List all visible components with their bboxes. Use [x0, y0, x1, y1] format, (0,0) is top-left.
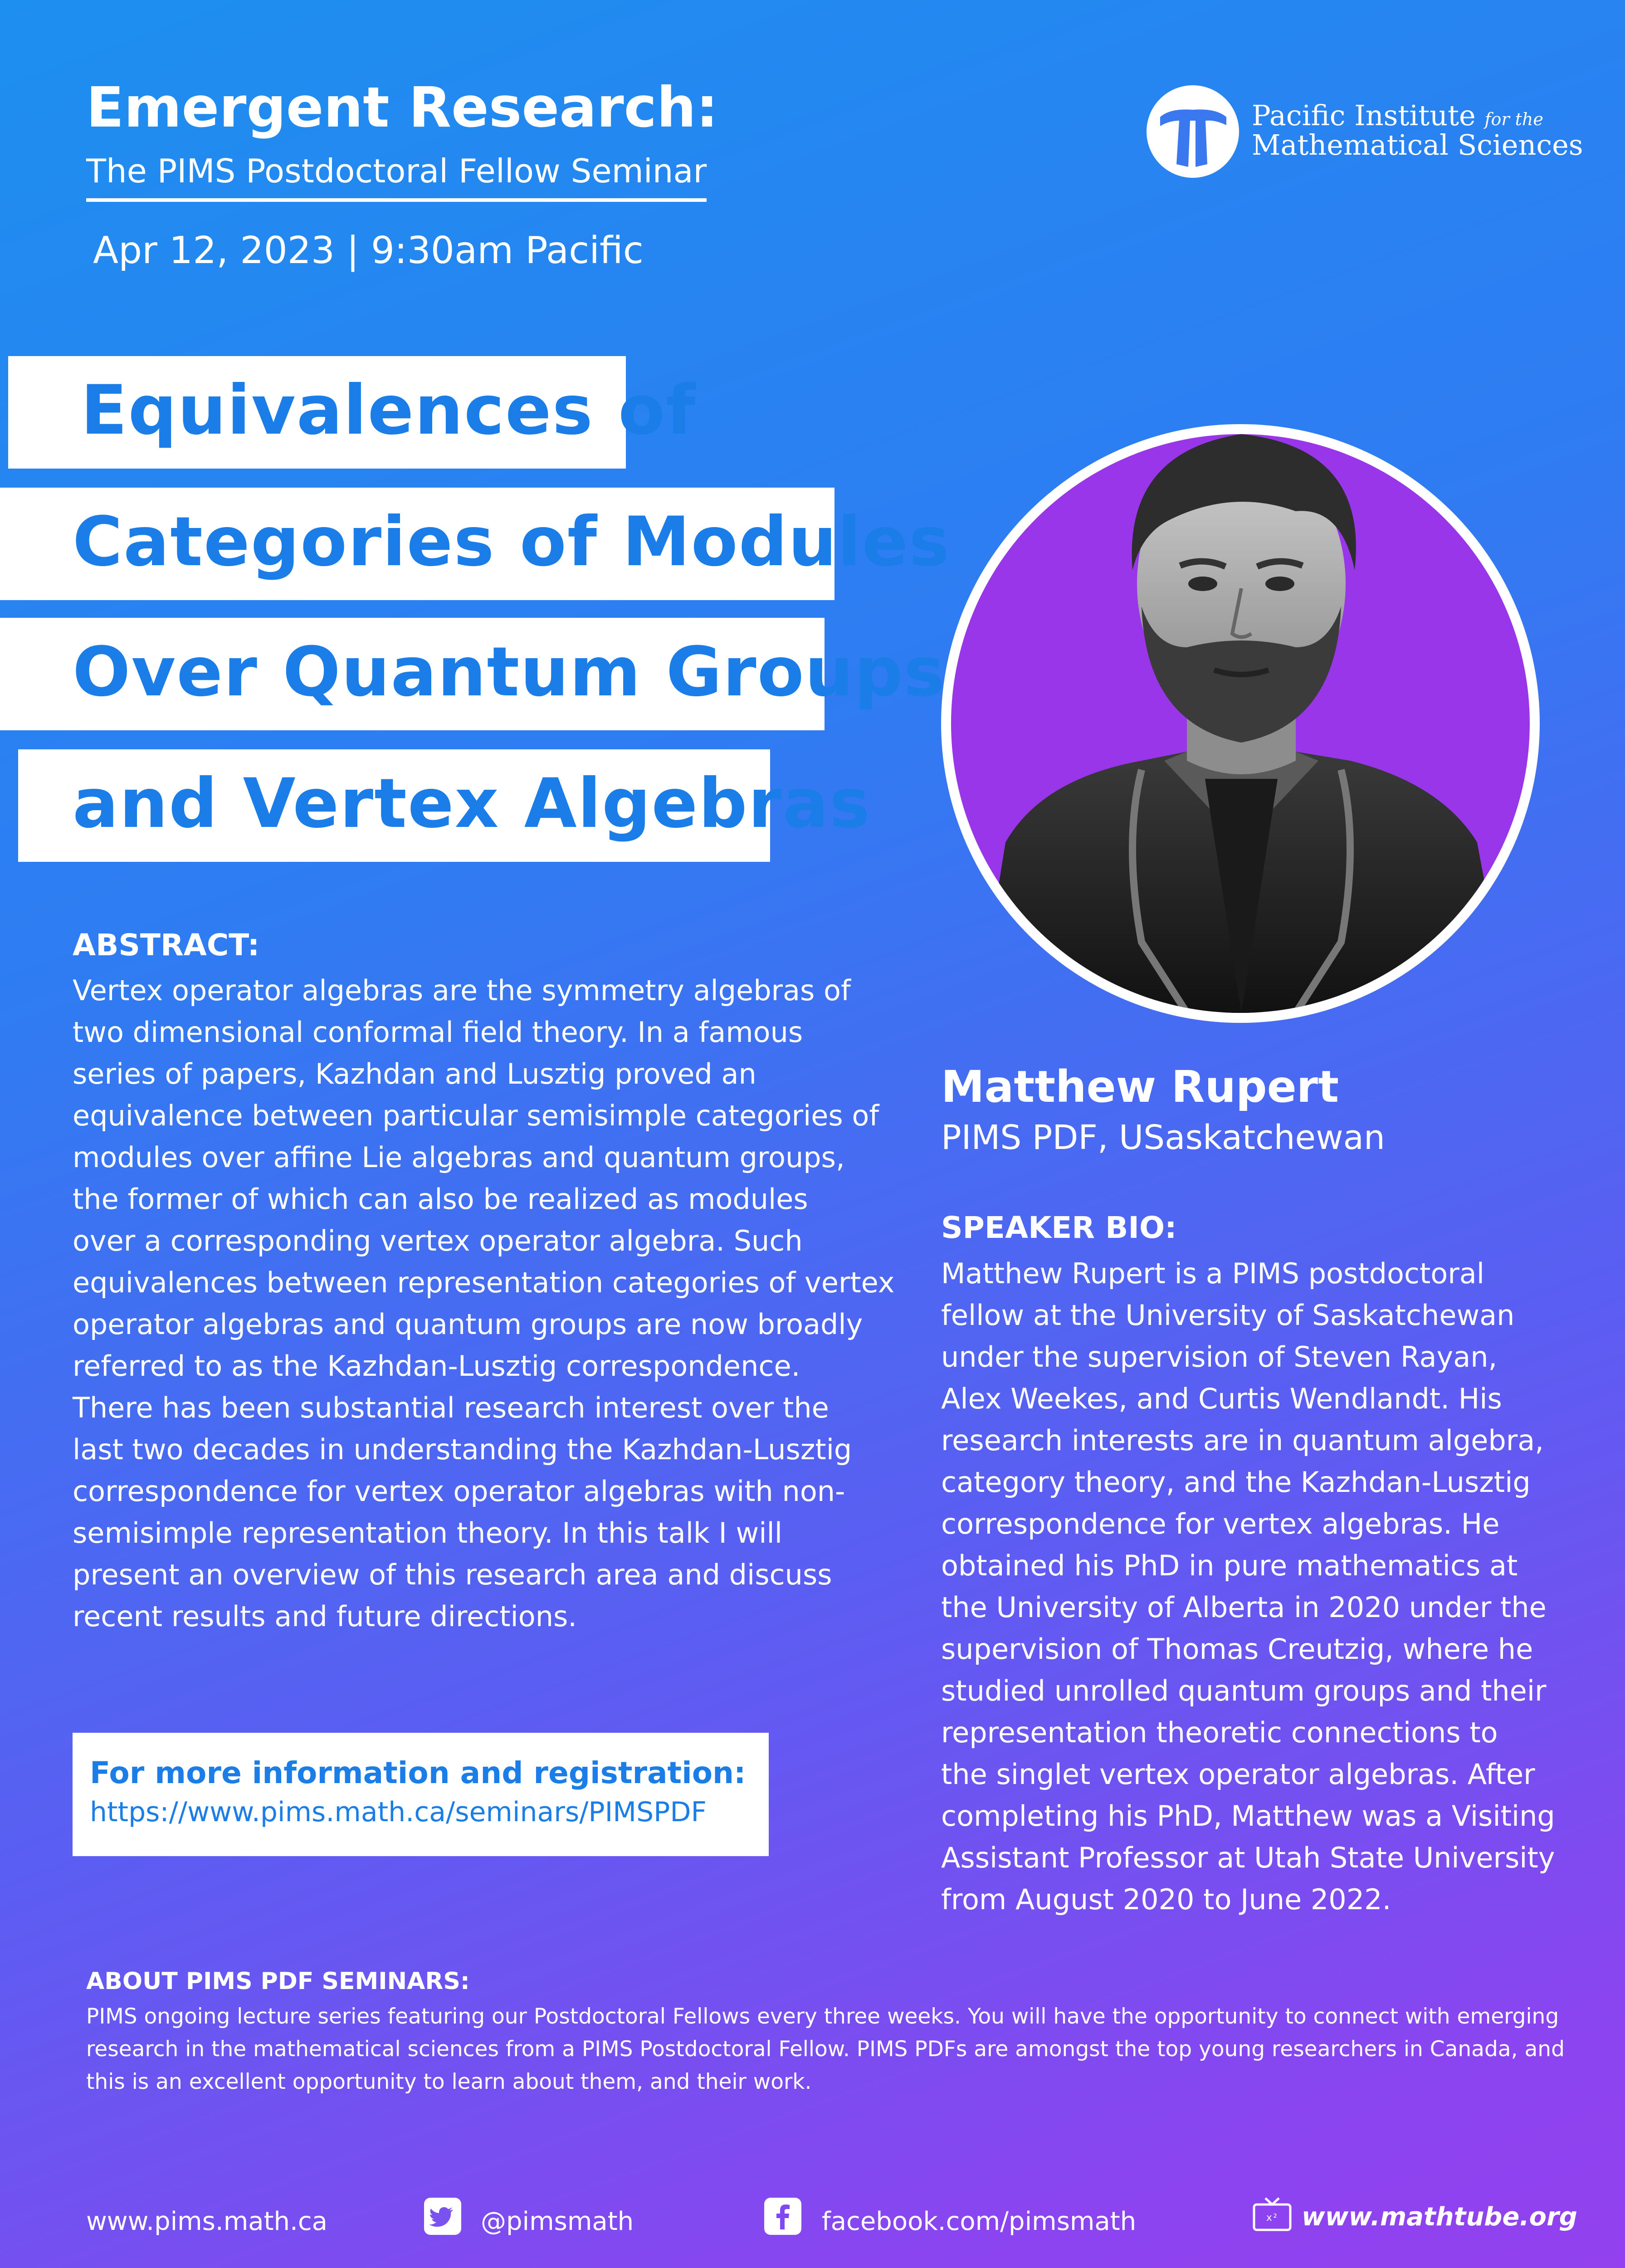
pims-logo-text: [1252, 101, 1583, 160]
abstract-line: equivalence between particular semisimple categories of: [73, 1099, 879, 1132]
twitter-icon[interactable]: [424, 2198, 461, 2235]
abstract-line: series of papers, Kazhdan and Lusztig proved an: [73, 1057, 756, 1090]
mathtube-tv-icon[interactable]: [1252, 2196, 1293, 2233]
abstract-line: present an overview of this research area and discuss: [73, 1558, 832, 1591]
abstract-line: two dimensional conformal field theory. In a famous: [73, 1016, 803, 1049]
abstract-line: over a corresponding vertex operator algebra. Such: [73, 1224, 803, 1257]
bio-line: category theory, and the Kazhdan-Lusztig: [941, 1466, 1531, 1499]
about-line: research in the mathematical sciences from a PIMS Postdoctoral Fellow. PIMS PDFs are amongst the top young researchers in Canada, and: [86, 2037, 1565, 2062]
abstract-line: operator algebras and quantum groups are now broadly: [73, 1308, 863, 1341]
pims-logo: [1143, 82, 1583, 186]
series-subtitle: The PIMS Postdoctoral Fellow Seminar: [86, 152, 707, 202]
footer-twitter-handle[interactable]: @pimsmath: [481, 2207, 634, 2236]
speaker-photo: [951, 434, 1530, 1013]
bio-line: the singlet vertex operator algebras. After: [941, 1758, 1535, 1791]
abstract-line: correspondence for vertex operator algebras with non-: [73, 1475, 845, 1508]
registration-box: [73, 1733, 769, 1856]
pims-pi-logo-icon: [1143, 82, 1243, 181]
abstract-line: There has been substantial research interest over the: [73, 1391, 829, 1424]
bio-line: fellow at the University of Saskatchewan: [941, 1299, 1515, 1332]
talk-title-line-2: Categories of Modules: [73, 503, 951, 582]
bio-line: Matthew Rupert is a PIMS postdoctoral: [941, 1257, 1484, 1290]
facebook-icon[interactable]: [764, 2198, 801, 2235]
talk-title-line-4: and Vertex Algebras: [73, 764, 871, 843]
registration-link[interactable]: https://www.pims.math.ca/seminars/PIMSPDF: [90, 1796, 707, 1828]
footer-website-link[interactable]: www.pims.math.ca: [86, 2207, 327, 2236]
bio-line: representation theoretic connections to: [941, 1716, 1498, 1749]
bio-line: the University of Alberta in 2020 under the: [941, 1591, 1547, 1624]
abstract-line: modules over affine Lie algebras and quantum groups,: [73, 1141, 845, 1174]
speaker-portrait: [951, 434, 1530, 1013]
bio-line: supervision of Thomas Creutzig, where he: [941, 1633, 1533, 1666]
talk-title-line-1: Equivalences of: [81, 371, 697, 450]
abstract-line: referred to as the Kazhdan-Lusztig correspondence.: [73, 1349, 800, 1383]
bio-line: Assistant Professor at Utah State University: [941, 1841, 1555, 1874]
logo-line2: Mathematical Sciences: [1252, 128, 1583, 162]
bio-line: from August 2020 to June 2022.: [941, 1883, 1391, 1916]
title-line-box-4: [18, 749, 871, 862]
talk-title-line-3: Over Quantum Groups: [73, 633, 946, 712]
series-title: Emergent Research:: [86, 75, 718, 140]
bio-line: research interests are in quantum algebra,: [941, 1424, 1544, 1457]
abstract-line: semisimple representation theory. In this talk I will: [73, 1516, 782, 1549]
bio-line: completing his PhD, Matthew was a Visiting: [941, 1799, 1555, 1833]
speaker-bio-label: SPEAKER BIO:: [941, 1210, 1177, 1245]
logo-for-the: for the: [1484, 109, 1543, 129]
about-line: this is an excellent opportunity to learn about them, and their work.: [86, 2069, 812, 2094]
logo-line1: Pacific Institute: [1252, 99, 1476, 132]
abstract-line: last two decades in understanding the Kazhdan-Lusztig: [73, 1433, 852, 1466]
abstract-text: [73, 970, 894, 1637]
svg-text:x²: x²: [1266, 2212, 1279, 2224]
abstract-line: Vertex operator algebras are the symmetry algebras of: [73, 974, 851, 1007]
bio-line: obtained his PhD in pure mathematics at: [941, 1549, 1518, 1582]
abstract-line: recent results and future directions.: [73, 1600, 577, 1633]
about-text: [86, 2000, 1565, 2098]
title-line-box-1: [8, 356, 697, 469]
about-label: ABOUT PIMS PDF SEMINARS:: [86, 1968, 470, 1995]
bio-line: under the supervision of Steven Rayan,: [941, 1340, 1498, 1374]
abstract-line: equivalences between representation categories of vertex: [73, 1266, 895, 1299]
title-line-box-2: [0, 488, 951, 600]
bio-line: correspondence for vertex algebras. He: [941, 1507, 1500, 1540]
footer-facebook-link[interactable]: facebook.com/pimsmath: [822, 2207, 1137, 2236]
speaker-bio-text: [941, 1253, 1555, 1921]
abstract-label: ABSTRACT:: [73, 928, 260, 963]
bio-line: Alex Weekes, and Curtis Wendlandt. His: [941, 1382, 1502, 1415]
registration-title: For more information and registration:: [90, 1755, 746, 1790]
title-line-box-3: [0, 618, 946, 730]
footer-mathtube-link[interactable]: www.mathtube.org: [1302, 2202, 1577, 2232]
speaker-affiliation: PIMS PDF, USaskatchewan: [941, 1118, 1385, 1157]
event-date-time: Apr 12, 2023 | 9:30am Pacific: [93, 229, 644, 272]
bio-line: studied unrolled quantum groups and their: [941, 1674, 1547, 1707]
speaker-photo-frame: [941, 424, 1540, 1023]
speaker-name: Matthew Rupert: [941, 1061, 1339, 1112]
about-line: PIMS ongoing lecture series featuring our Postdoctoral Fellows every three weeks. You will have the opportunity to connect with emerging: [86, 2004, 1559, 2029]
abstract-line: the former of which can also be realized as modules: [73, 1183, 808, 1216]
